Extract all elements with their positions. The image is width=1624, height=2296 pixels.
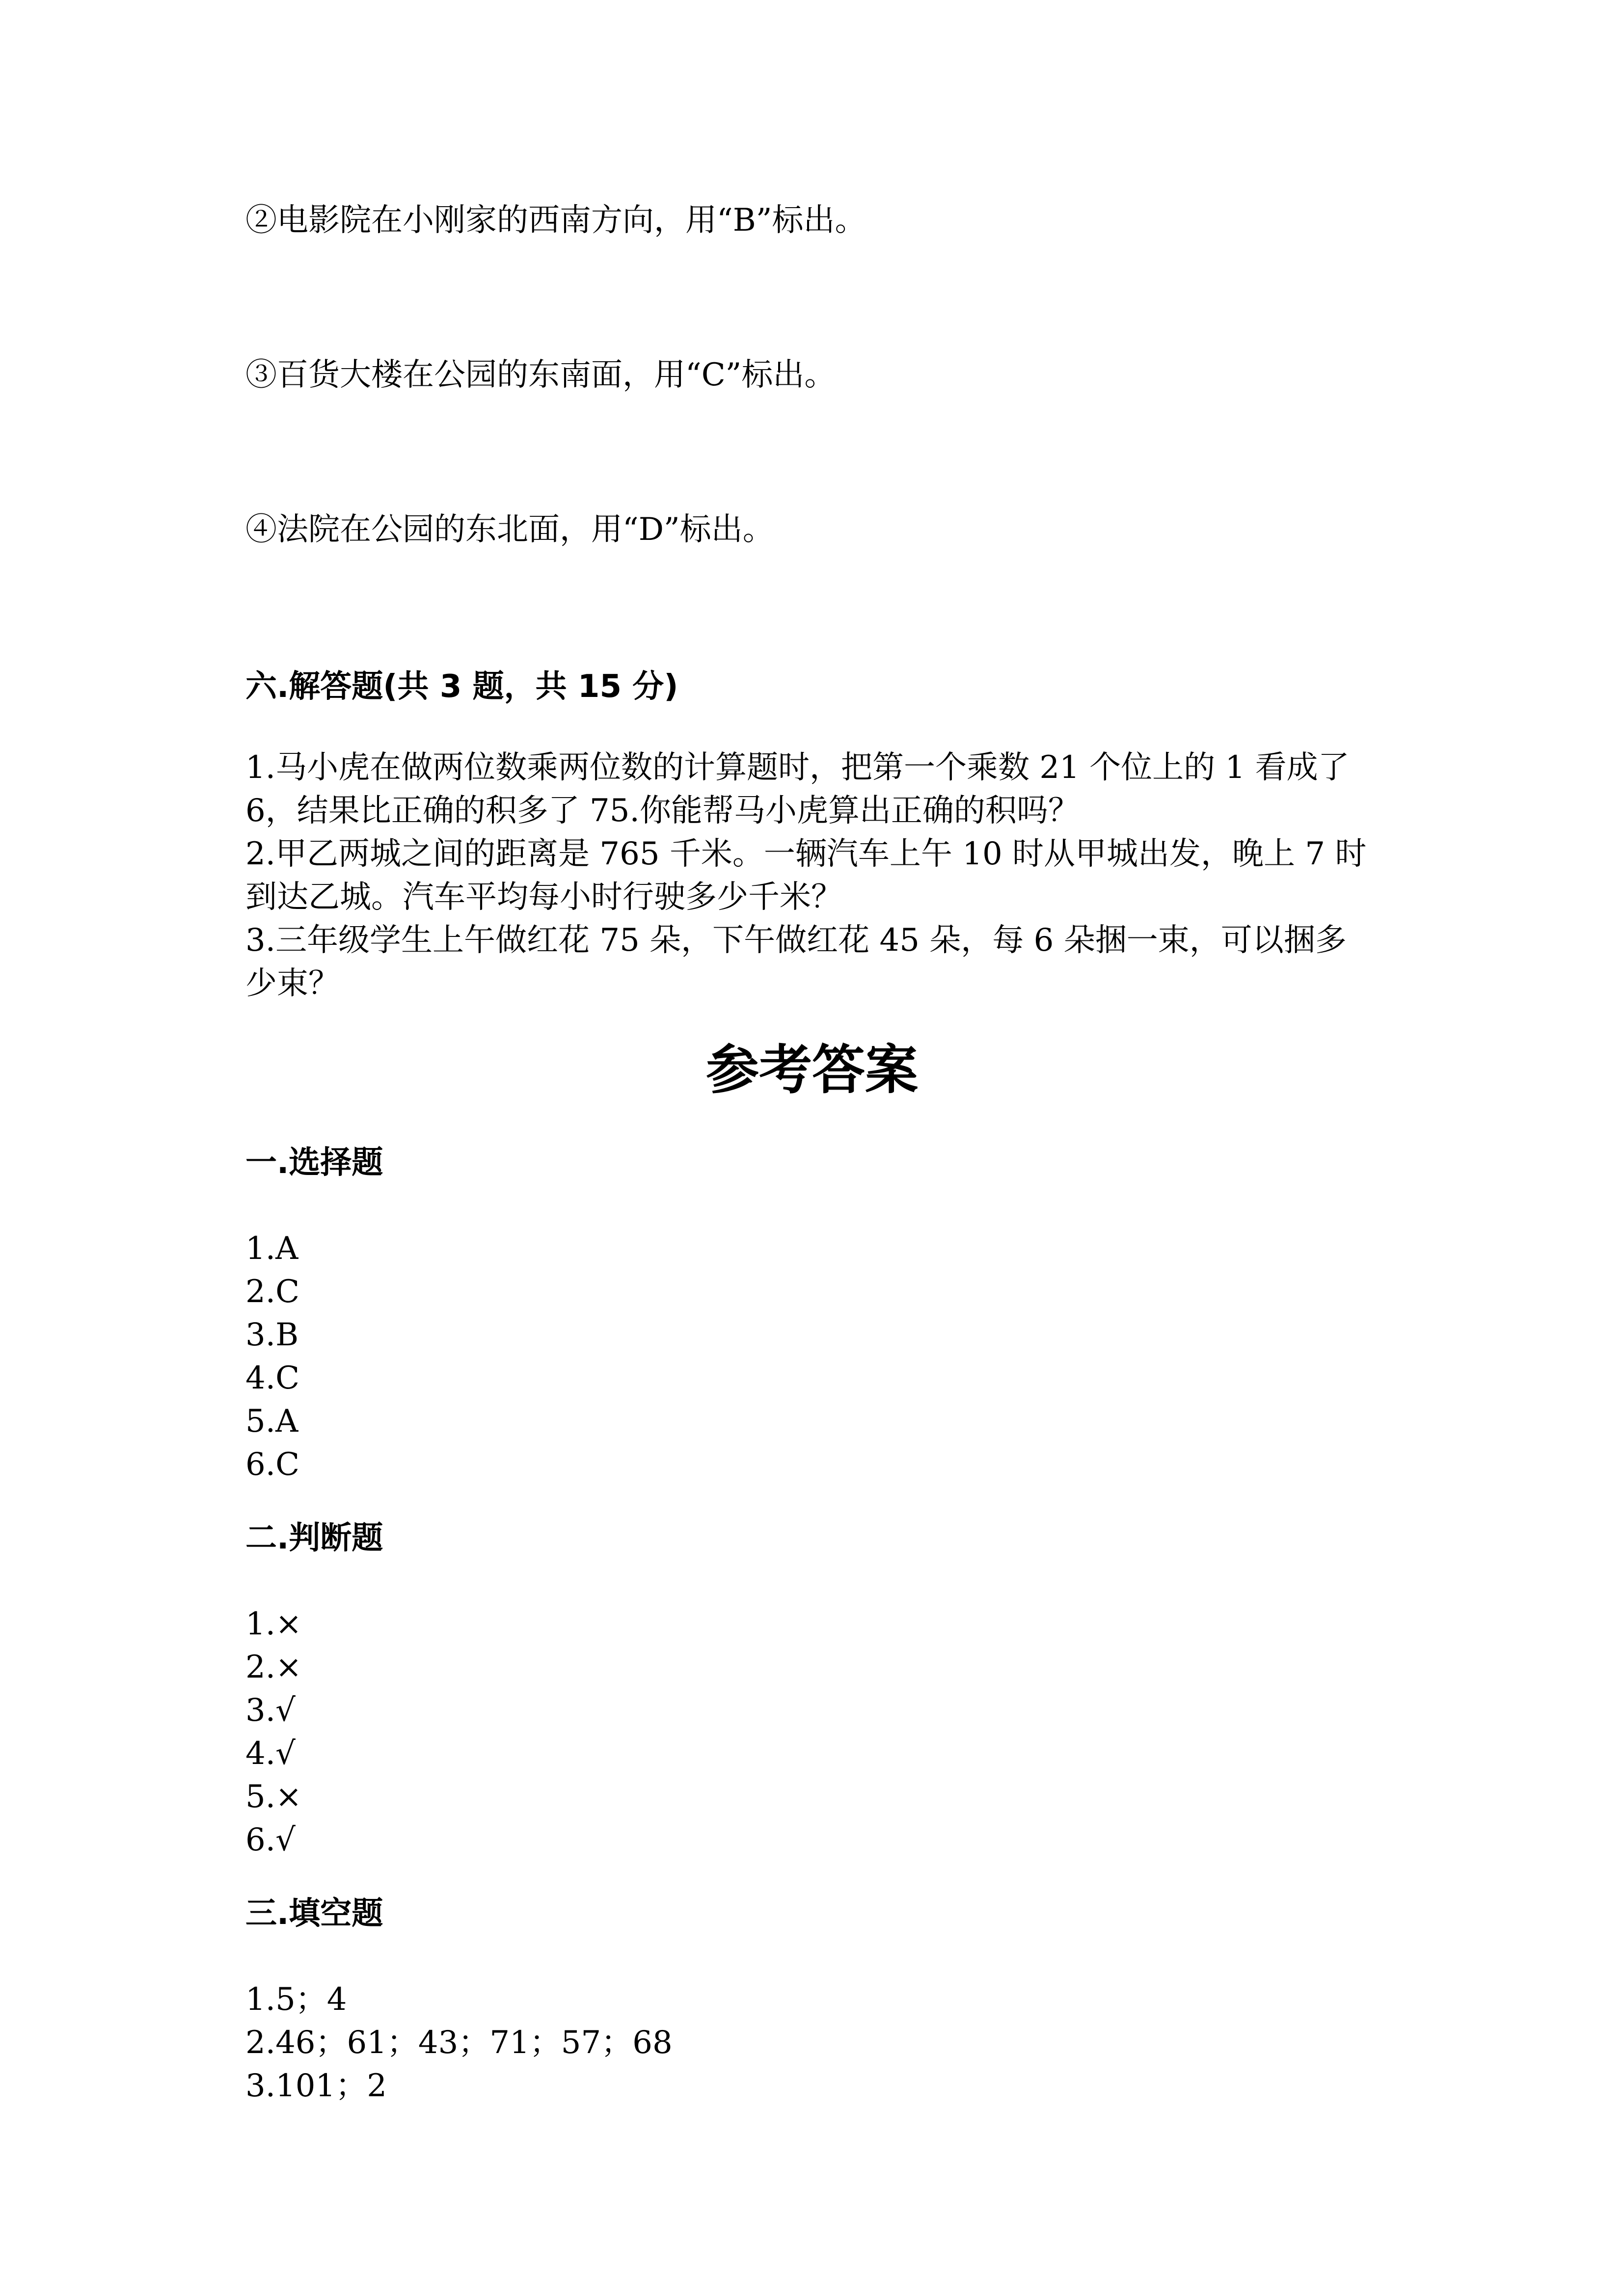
map-task-item-b: ②电影院在小刚家的西南方向，用“B”标出。 — [245, 202, 866, 239]
answer-item: 1.A — [245, 1230, 298, 1267]
answer-item: 5.A — [245, 1403, 298, 1440]
answer-item: 1.5；4 — [245, 1981, 347, 2018]
answer-section-heading-fill-blank: 三.填空题 — [245, 1896, 383, 1932]
answer-item: 3.101；2 — [245, 2068, 387, 2104]
answer-item: 2.× — [245, 1649, 302, 1685]
answer-item: 6.√ — [245, 1822, 296, 1858]
map-task-item-c: ③百货大楼在公园的东南面，用“C”标出。 — [245, 357, 836, 393]
question-line: 3.三年级学生上午做红花 75 朵，下午做红花 45 朵，每 6 朵捆一束，可以捆多 — [245, 922, 1347, 959]
question-line: 6，结果比正确的积多了 75.你能帮马小虎算出正确的积吗？ — [245, 793, 1080, 829]
word-problems-list — [245, 746, 1366, 1005]
question-line: 2.甲乙两城之间的距离是 765 千米。一辆汽车上午 10 时从甲城出发，晚上 7 时 — [245, 836, 1367, 872]
answer-item: 2.C — [245, 1274, 300, 1310]
answer-item: 2.46；61；43；71；57；68 — [245, 2025, 673, 2061]
answer-section-heading-choice: 一.选择题 — [245, 1145, 383, 1181]
answer-item: 3.√ — [245, 1692, 296, 1729]
answer-section-heading-judgement: 二.判断题 — [245, 1520, 383, 1556]
answer-item: 3.B — [245, 1317, 299, 1353]
answer-item: 4.C — [245, 1360, 300, 1396]
answer-list-choice — [245, 1227, 299, 1486]
answer-item: 1.× — [245, 1606, 302, 1642]
answer-item: 5.× — [245, 1779, 302, 1815]
section-heading-word-problems: 六.解答题(共 3 题，共 15 分) — [245, 668, 678, 705]
answer-list-judgement — [245, 1602, 302, 1862]
answer-key-title: 参考答案 — [705, 1039, 918, 1101]
question-line: 到达乙城。汽车平均每小时行驶多少千米？ — [245, 879, 842, 915]
question-line: 1.马小虎在做两位数乘两位数的计算题时，把第一个乘数 21 个位上的 1 看成了 — [245, 749, 1350, 786]
map-task-item-d: ④法院在公园的东北面，用“D”标出。 — [245, 511, 774, 548]
answer-list-fill-blank — [245, 1978, 673, 2108]
question-line: 少束？ — [245, 965, 340, 1002]
answer-item: 6.C — [245, 1446, 300, 1483]
answer-item: 4.√ — [245, 1735, 296, 1772]
